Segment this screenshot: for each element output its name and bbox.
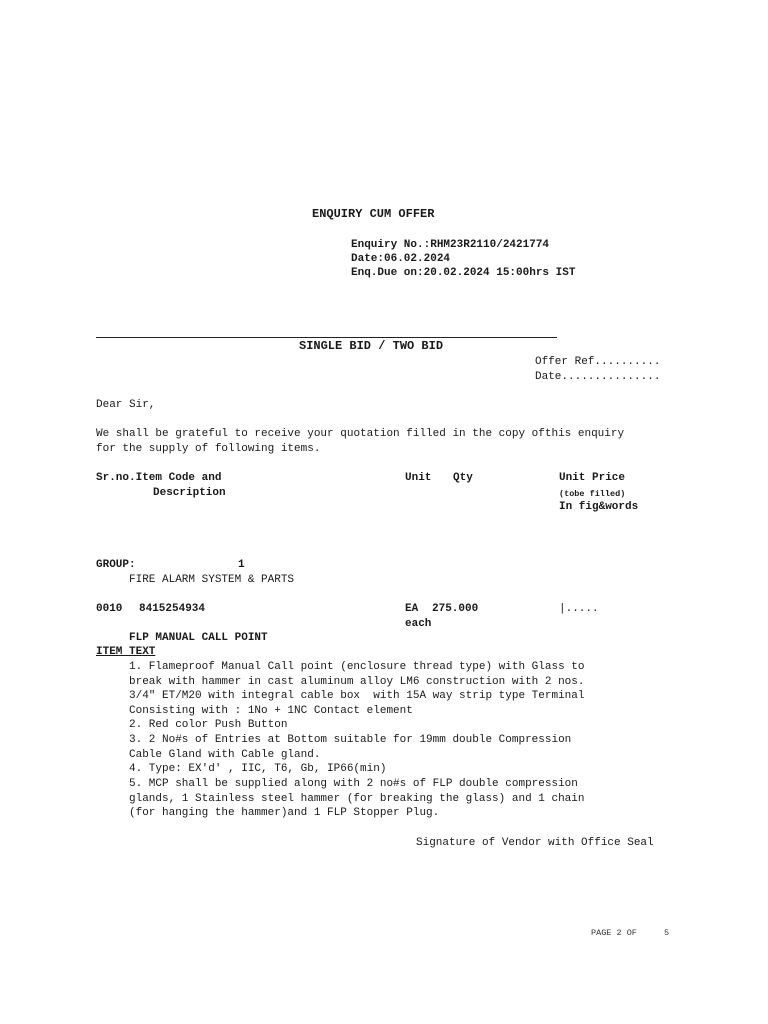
intro-line-1: We shall be grateful to receive your quotation filled in the copy ofthis enquiry [96,428,625,440]
salutation: Dear Sir, [96,399,156,411]
group-name: FIRE ALARM SYSTEM & PARTS [129,574,295,586]
item-text-heading: ITEM TEXT [96,646,156,658]
enquiry-number: Enquiry No.:RHM23R2110/2421774 [351,239,550,251]
bid-type: SINGLE BID / TWO BID [299,339,444,353]
item-text-line: glands, 1 Stainless steel hammer (for breaking the glass) and 1 chain [129,793,585,805]
item-code: 8415254934 [139,603,206,615]
group-label: GROUP: [96,559,136,571]
item-text-line: Cable Gland with Cable gland. [129,749,321,761]
item-text-line: 4. Type: EX'd' , IIC, T6, Gb, IP66(min) [129,763,387,775]
item-name: FLP MANUAL CALL POINT [129,632,268,644]
header-qty: Qty [453,472,473,484]
item-sr-no: 0010 [96,603,123,615]
item-text-line: 3/4" ET/M20 with integral cable box with 15A way strip type Terminal [129,690,585,702]
header-unit-price: Unit Price [559,472,626,484]
item-per-unit: each [405,618,432,630]
item-text-line: 2. Red color Push Button [129,719,288,731]
item-unit: EA [405,603,419,615]
item-text-line: 5. MCP shall be supplied along with 2 no#s of FLP double compression [129,778,578,790]
header-srno-item-code: Sr.no.Item Code and [96,472,222,484]
item-text-line: break with hammer in cast aluminum alloy LM6 construction with 2 nos. [129,676,585,688]
horizontal-rule [96,337,557,338]
header-tobe-filled: (tobe filled) [559,489,626,499]
document-title: ENQUIRY CUM OFFER [312,207,435,221]
group-number: 1 [238,559,245,571]
item-text-line: Consisting with : 1No + 1NC Contact element [129,705,413,717]
header-unit: Unit [405,472,432,484]
enquiry-due-date: Enq.Due on:20.02.2024 15:00hrs IST [351,267,576,279]
offer-date: Date............... [535,371,661,383]
offer-ref: Offer Ref.......... [535,356,661,368]
vendor-signature-label: Signature of Vendor with Office Seal [416,837,654,849]
enquiry-date: Date:06.02.2024 [351,253,451,265]
page-number-label: PAGE 2 OF [591,928,637,938]
unit-price-placeholder: |..... [559,603,599,615]
page-total: 5 [664,928,670,938]
intro-line-2: for the supply of following items. [96,443,321,455]
item-qty: 275.000 [432,603,479,615]
item-text-line: 1. Flameproof Manual Call point (enclosure thread type) with Glass to [129,661,585,673]
item-text-line: 3. 2 No#s of Entries at Bottom suitable for 19mm double Compression [129,734,572,746]
item-text-line: (for hanging the hammer)and 1 FLP Stopper Plug. [129,807,440,819]
header-description: Description [153,487,226,499]
header-in-fig-words: In fig&words [559,501,639,513]
